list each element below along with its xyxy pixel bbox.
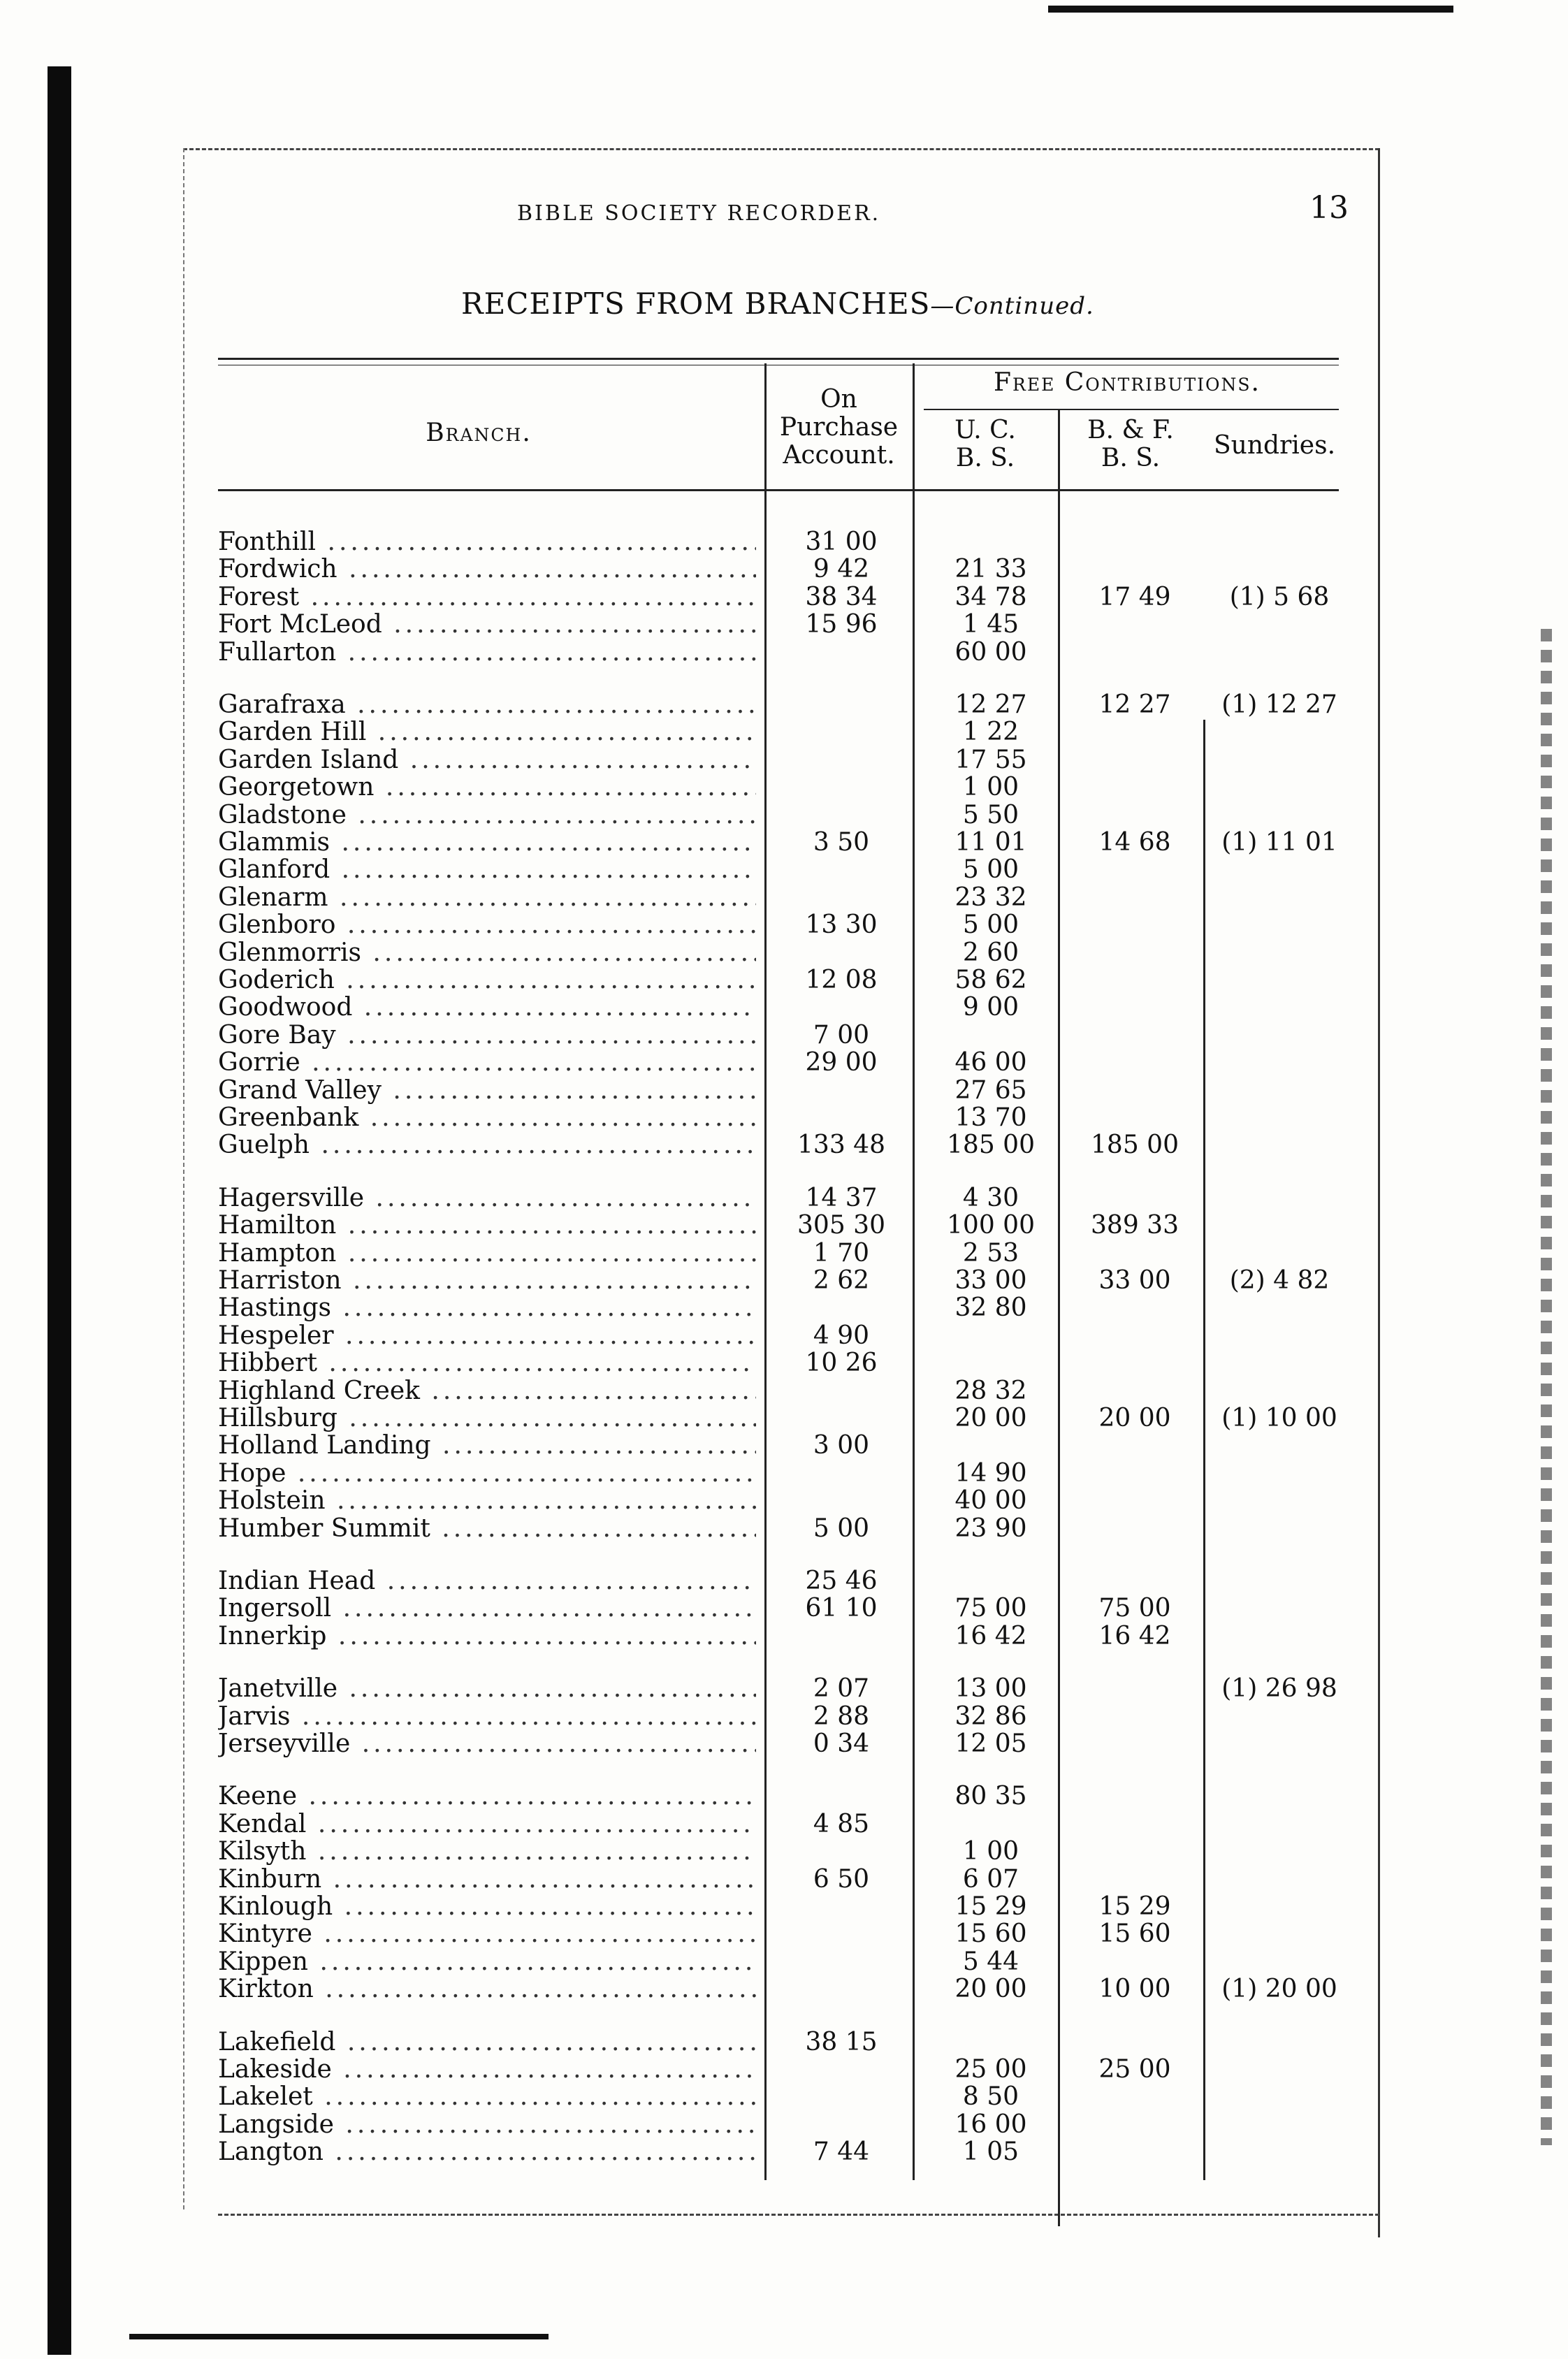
purchase-cell: 29 00 <box>805 1048 878 1077</box>
header-ucbs <box>915 416 1055 472</box>
purchase-cell: 2 88 <box>813 1702 870 1731</box>
table-top-rule <box>218 358 1339 360</box>
header-bfbs <box>1061 416 1200 472</box>
header-bfbs-line1: B. & F. <box>1087 416 1174 444</box>
purchase-cell: 25 46 <box>805 1567 878 1595</box>
free-contributions-rule <box>924 409 1339 410</box>
ucbs-cell: 9 00 <box>962 993 1019 1022</box>
branch-cell: Glenmorris ..... <box>218 939 756 967</box>
branch-cell: Langside ..... <box>218 2111 756 2139</box>
table-row <box>218 1240 1339 1268</box>
branch-cell: Glenboro ..... <box>218 911 756 939</box>
branch-cell: Hagersville ..... <box>218 1184 756 1212</box>
sundries-cell: (2) 4 82 <box>1229 1266 1330 1295</box>
ucbs-cell: 5 44 <box>962 1947 1019 1976</box>
ucbs-cell: 14 90 <box>954 1459 1027 1488</box>
purchase-cell: 3 00 <box>813 1431 870 1460</box>
branch-cell: Hastings ..... <box>218 1294 756 1322</box>
table-row <box>218 1131 1339 1159</box>
ucbs-cell: 2 53 <box>962 1239 1019 1268</box>
table-row <box>218 1730 1339 1758</box>
branch-cell: Garafraxa ..... <box>218 691 756 719</box>
header-bottom-rule <box>218 489 1339 491</box>
ucbs-cell: 6 07 <box>962 1865 1019 1894</box>
ucbs-cell: 15 60 <box>954 1919 1027 1948</box>
branch-cell: Guelph ..... <box>218 1131 756 1159</box>
page-frame-top <box>183 148 1379 150</box>
purchase-cell: 2 62 <box>813 1266 870 1295</box>
purchase-cell: 31 00 <box>805 528 878 556</box>
table-row <box>218 1460 1339 1488</box>
branch-cell: Kinburn ..... <box>218 1866 756 1894</box>
sundries-cell: (1) 10 00 <box>1221 1404 1337 1432</box>
purchase-cell: 0 34 <box>813 1729 870 1758</box>
table-row <box>218 856 1339 884</box>
sundries-cell: (1) 11 01 <box>1221 828 1337 857</box>
table-row <box>218 1377 1339 1405</box>
table-row <box>218 1049 1339 1077</box>
table-row <box>218 1487 1339 1515</box>
bfbs-cell: 16 42 <box>1098 1622 1171 1650</box>
ucbs-cell: 58 62 <box>954 966 1027 994</box>
sundries-cell: (1) 26 98 <box>1221 1674 1337 1703</box>
table-row <box>218 774 1339 801</box>
header-on-purchase-line1: On <box>820 385 857 414</box>
ucbs-cell: 2 60 <box>962 938 1019 967</box>
branch-cell: Glenarm ..... <box>218 884 756 912</box>
branch-cell: Kintyre ..... <box>218 1920 756 1948</box>
branch-cell: Holland Landing ..... <box>218 1432 756 1460</box>
ucbs-cell: 21 33 <box>954 555 1027 583</box>
branch-cell: Goodwood ..... <box>218 994 756 1022</box>
purchase-cell: 38 15 <box>805 2028 878 2056</box>
ucbs-cell: 23 90 <box>954 1514 1027 1543</box>
ucbs-cell: 80 35 <box>954 1782 1027 1810</box>
table-row <box>218 1703 1339 1731</box>
page-frame-left <box>183 148 184 2209</box>
bfbs-cell: 185 00 <box>1091 1131 1179 1159</box>
header-on-purchase-line3: Account. <box>783 441 895 470</box>
branch-cell: Hampton ..... <box>218 1240 756 1268</box>
branch-cell: Lakelet ..... <box>218 2083 756 2111</box>
ucbs-cell: 4 30 <box>962 1184 1019 1212</box>
table-row <box>218 1404 1339 1432</box>
header-on-purchase-line2: Purchase <box>779 413 899 442</box>
ucbs-cell: 8 50 <box>962 2082 1019 2111</box>
purchase-cell: 10 26 <box>805 1349 878 1377</box>
bfbs-cell: 20 00 <box>1098 1404 1171 1432</box>
branch-cell: Fullarton ..... <box>218 639 756 667</box>
purchase-cell: 12 08 <box>805 966 878 994</box>
branch-cell: Jerseyville ..... <box>218 1730 756 1758</box>
page-frame-bottom <box>218 2214 1379 2216</box>
branch-cell: Ingersoll ..... <box>218 1595 756 1623</box>
purchase-cell: 3 50 <box>813 828 870 857</box>
branch-cell: Forest ..... <box>218 583 756 611</box>
branch-cell: Fordwich ..... <box>218 556 756 583</box>
table-row <box>218 939 1339 967</box>
ucbs-cell: 17 55 <box>954 746 1027 774</box>
header-sundries: Sundries. <box>1213 431 1336 460</box>
header-branch: Branch. <box>426 419 532 447</box>
sundries-cell: (1) 5 68 <box>1229 583 1330 611</box>
ucbs-cell: 185 00 <box>947 1131 1035 1159</box>
ucbs-cell: 1 22 <box>962 718 1019 746</box>
ucbs-cell: 34 78 <box>954 583 1027 611</box>
branch-cell: Keene ..... <box>218 1783 756 1810</box>
table-row <box>218 718 1339 746</box>
ucbs-cell: 32 86 <box>954 1702 1027 1731</box>
bfbs-cell: 14 68 <box>1098 828 1171 857</box>
purchase-cell: 4 85 <box>813 1810 870 1838</box>
table-row <box>218 1783 1339 1810</box>
sundries-cell: (1) 12 27 <box>1221 690 1337 719</box>
branch-cell: Fonthill ..... <box>218 528 756 556</box>
table-row <box>218 911 1339 939</box>
branch-cell: Garden Hill ..... <box>218 718 756 746</box>
table-row <box>218 639 1339 667</box>
branch-cell: Grand Valley ..... <box>218 1077 756 1105</box>
table-row <box>218 1623 1339 1650</box>
branch-cell: Lakefield ..... <box>218 2028 756 2056</box>
branch-cell: Gladstone ..... <box>218 801 756 829</box>
table-row <box>218 2056 1339 2084</box>
ucbs-cell: 16 42 <box>954 1622 1027 1650</box>
bfbs-cell: 12 27 <box>1098 690 1171 719</box>
table-row <box>218 746 1339 774</box>
purchase-cell: 61 10 <box>805 1594 878 1623</box>
branch-cell: Georgetown ..... <box>218 774 756 801</box>
table-row <box>218 691 1339 719</box>
table-row <box>218 556 1339 583</box>
branch-cell: Gore Bay ..... <box>218 1022 756 1050</box>
table-row <box>218 2028 1339 2056</box>
branch-cell: Kippen ..... <box>218 1948 756 1976</box>
branch-cell: Jarvis ..... <box>218 1703 756 1731</box>
table-row <box>218 1515 1339 1543</box>
ucbs-cell: 23 32 <box>954 883 1027 912</box>
table-row <box>218 1893 1339 1921</box>
ucbs-cell: 1 00 <box>962 773 1019 801</box>
ucbs-cell: 1 00 <box>962 1837 1019 1866</box>
branch-cell: Janetville ..... <box>218 1675 756 1703</box>
header-on-purchase <box>767 386 910 470</box>
table-row <box>218 2083 1339 2111</box>
table-row <box>218 1920 1339 1948</box>
header-free-contributions: Free Contributions. <box>994 368 1261 397</box>
branch-cell: Indian Head ..... <box>218 1567 756 1595</box>
table-row <box>218 2138 1339 2166</box>
branch-cell: Kilsyth ..... <box>218 1838 756 1866</box>
ucbs-cell: 20 00 <box>954 1404 1027 1432</box>
table-row <box>218 1104 1339 1132</box>
ucbs-cell: 5 00 <box>962 910 1019 939</box>
ucbs-cell: 15 29 <box>954 1892 1027 1921</box>
table-row <box>218 1022 1339 1050</box>
branch-cell: Gorrie ..... <box>218 1049 756 1077</box>
table-row <box>218 1810 1339 1838</box>
branch-cell: Holstein ..... <box>218 1487 756 1515</box>
ucbs-cell: 11 01 <box>954 828 1027 857</box>
branch-cell: Hope ..... <box>218 1460 756 1488</box>
branch-cell: Innerkip ..... <box>218 1623 756 1650</box>
ucbs-cell: 33 00 <box>954 1266 1027 1295</box>
ucbs-cell: 12 27 <box>954 690 1027 719</box>
purchase-cell: 1 70 <box>813 1239 870 1268</box>
purchase-cell: 9 42 <box>813 555 870 583</box>
scan-artifact-top <box>1048 6 1453 13</box>
branch-cell: Langton ..... <box>218 2138 756 2166</box>
page-title-main: RECEIPTS FROM BRANCHES <box>461 286 931 321</box>
branch-cell: Highland Creek ..... <box>218 1377 756 1405</box>
scan-artifact-right-edge <box>1541 629 1552 2145</box>
ucbs-cell: 46 00 <box>954 1048 1027 1077</box>
table-row <box>218 829 1339 857</box>
table-row <box>218 1077 1339 1105</box>
table-row <box>218 994 1339 1022</box>
ucbs-cell: 60 00 <box>954 638 1027 667</box>
table-row <box>218 1349 1339 1377</box>
ucbs-cell: 5 00 <box>962 855 1019 884</box>
branch-cell: Harriston ..... <box>218 1267 756 1295</box>
branch-cell: Humber Summit ..... <box>218 1515 756 1543</box>
ucbs-cell: 32 80 <box>954 1293 1027 1322</box>
purchase-cell: 7 00 <box>813 1021 870 1050</box>
ucbs-cell: 5 50 <box>962 801 1019 829</box>
table-row <box>218 801 1339 829</box>
ucbs-cell: 20 00 <box>954 1975 1027 2003</box>
bfbs-cell: 389 33 <box>1091 1211 1179 1240</box>
purchase-cell: 7 44 <box>813 2137 870 2166</box>
branch-cell: Hamilton ..... <box>218 1212 756 1240</box>
ucbs-cell: 13 00 <box>954 1674 1027 1703</box>
table-row <box>218 528 1339 556</box>
table-row <box>218 1948 1339 1976</box>
ucbs-cell: 25 00 <box>954 2055 1027 2084</box>
table-row <box>218 1675 1339 1703</box>
branch-cell: Kendal ..... <box>218 1810 756 1838</box>
table-row <box>218 1212 1339 1240</box>
ucbs-cell: 13 70 <box>954 1103 1027 1132</box>
bfbs-cell: 33 00 <box>1098 1266 1171 1295</box>
bfbs-cell: 10 00 <box>1098 1975 1171 2003</box>
running-head: BIBLE SOCIETY RECORDER. <box>517 201 881 226</box>
branch-cell: Glammis ..... <box>218 829 756 857</box>
ucbs-cell: 100 00 <box>947 1211 1035 1240</box>
table-row <box>218 1322 1339 1350</box>
branch-cell: Kirkton ..... <box>218 1975 756 2003</box>
branch-cell: Glanford ..... <box>218 856 756 884</box>
scan-artifact-left-bar <box>48 66 71 2355</box>
bfbs-cell: 15 60 <box>1098 1919 1171 1948</box>
table-row <box>218 1866 1339 1894</box>
purchase-cell: 2 07 <box>813 1674 870 1703</box>
page-frame-right <box>1378 148 1380 2237</box>
table-row <box>218 1294 1339 1322</box>
table-row <box>218 1267 1339 1295</box>
purchase-cell: 133 48 <box>797 1131 885 1159</box>
branch-cell: Goderich ..... <box>218 966 756 994</box>
page-title-suffix: —Continued. <box>930 292 1094 320</box>
branch-cell: Fort McLeod ..... <box>218 611 756 639</box>
page-number: 13 <box>1309 190 1349 226</box>
branch-cell: Lakeside ..... <box>218 2056 756 2084</box>
branch-cell: Hibbert ..... <box>218 1349 756 1377</box>
ucbs-cell: 12 05 <box>954 1729 1027 1758</box>
header-ucbs-line1: U. C. <box>954 416 1016 444</box>
table-row <box>218 1567 1339 1595</box>
purchase-cell: 4 90 <box>813 1321 870 1350</box>
table-row <box>218 966 1339 994</box>
table-row <box>218 1432 1339 1460</box>
purchase-cell: 14 37 <box>805 1184 878 1212</box>
sundries-cell: (1) 20 00 <box>1221 1975 1337 2003</box>
purchase-cell: 305 30 <box>797 1211 885 1240</box>
purchase-cell: 13 30 <box>805 910 878 939</box>
bfbs-cell: 17 49 <box>1098 583 1171 611</box>
purchase-cell: 6 50 <box>813 1865 870 1894</box>
ucbs-cell: 28 32 <box>954 1377 1027 1405</box>
table-row <box>218 1184 1339 1212</box>
ucbs-cell: 16 00 <box>954 2110 1027 2139</box>
header-ucbs-line2: B. S. <box>955 444 1015 472</box>
bfbs-cell: 25 00 <box>1098 2055 1171 2084</box>
table-row <box>218 884 1339 912</box>
branch-cell: Hillsburg ..... <box>218 1404 756 1432</box>
header-bfbs-line2: B. S. <box>1101 444 1161 472</box>
bfbs-cell: 75 00 <box>1098 1594 1171 1623</box>
scan-artifact-bottom <box>129 2334 549 2339</box>
ucbs-cell: 1 05 <box>962 2137 1019 2166</box>
page-title <box>461 286 1094 321</box>
table-row <box>218 1595 1339 1623</box>
purchase-cell: 5 00 <box>813 1514 870 1543</box>
purchase-cell: 38 34 <box>805 583 878 611</box>
ucbs-cell: 75 00 <box>954 1594 1027 1623</box>
ucbs-cell: 1 45 <box>962 610 1019 639</box>
bfbs-cell: 15 29 <box>1098 1892 1171 1921</box>
branch-cell: Kinlough ..... <box>218 1893 756 1921</box>
purchase-cell: 15 96 <box>805 610 878 639</box>
ucbs-cell: 27 65 <box>954 1076 1027 1105</box>
table-row <box>218 611 1339 639</box>
table-row <box>218 583 1339 611</box>
table-row <box>218 1838 1339 1866</box>
branch-cell: Garden Island ..... <box>218 746 756 774</box>
table-row <box>218 2111 1339 2139</box>
ucbs-cell: 40 00 <box>954 1486 1027 1515</box>
branch-cell: Hespeler ..... <box>218 1322 756 1350</box>
table-row <box>218 1975 1339 2003</box>
branch-cell: Greenbank ..... <box>218 1104 756 1132</box>
